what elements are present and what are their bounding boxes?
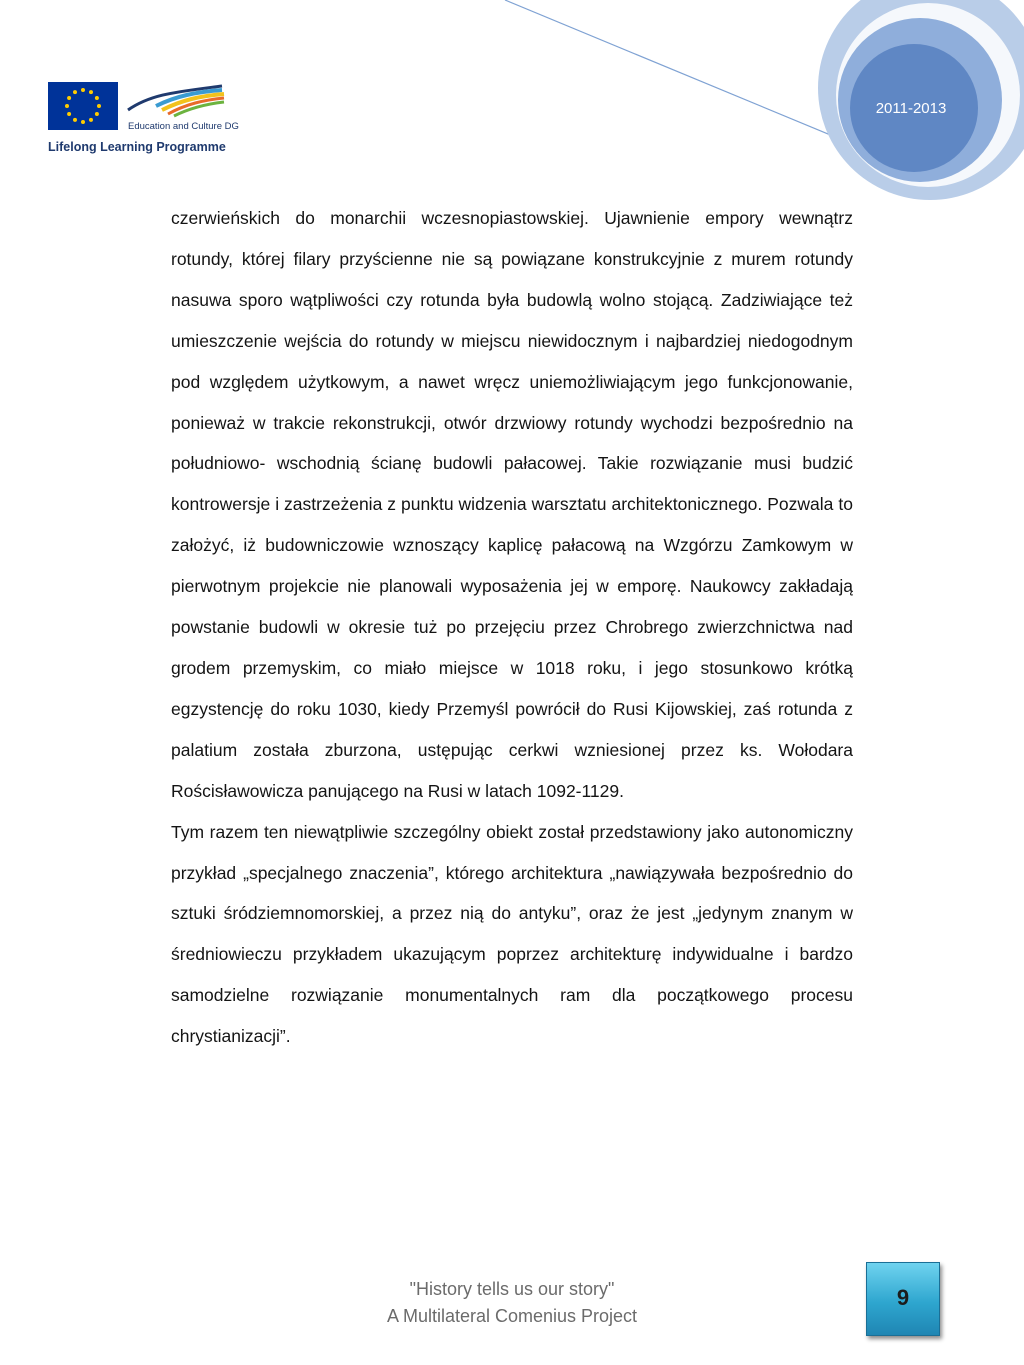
- footer-caption: [312, 1276, 712, 1330]
- eu-flag-icon: [48, 82, 118, 130]
- document-body: [171, 198, 853, 1057]
- programme-name: Lifelong Learning Programme: [48, 140, 226, 154]
- org-name: Education and Culture DG: [128, 121, 239, 132]
- body-paragraph: czerwieńskich do monarchii wczesnopiastowskiej. Ujawnienie empory wewnątrz rotundy, której filary przyścienne nie są powiązane konstrukcyjnie z murem rotundy nasuwa sporo wątpliwości czy rotunda była budowlą wolno stojącą. Zadziwiające też umieszczenie wejścia do rotundy w miejscu niewidocznym i najbardziej niedogodnym pod względem użytkowym, a nawet wręcz uniemożliwiającym jego funkcjonowanie, ponieważ w trakcie rekonstrukcji, otwór drzwiowy rotundy wychodzi bezpośrednio na południowo- wschodnią ścianę budowli pałacowej. Takie rozwiązanie musi budzić kontrowersje i zastrzeżenia z punktu widzenia warsztatu architektonicznego. Pozwala to założyć, iż budowniczowie wznoszący kaplicę pałacową na Wzgórzu Zamkowym w pierwotnym projekcie nie planowali wyposażenia jej w emporę. Naukowcy zakładają powstanie budowli w okresie tuż po przejęciu przez Chrobrego zwierzchnictwa nad grodem przemyskim, co miało miejsce w 1018 roku, i jego stosunkowo krótką egzystencję do roku 1030, kiedy Przemyśl powrócił do Rusi Kijowskiej, zaś rotunda z palatium została zburzona, ustępując cerkwi wzniesionej przez ks. Wołodara Rościsławowicza panującego na Rusi w latach 1092-1129.: [171, 208, 853, 801]
- body-paragraph: Tym razem ten niewątpliwie szczególny obiekt został przedstawiony jako autonomiczny przykład „specjalnego znaczenia”, którego architektura „nawiązywała bezpośrednio do sztuki śródziemnomorskiej, a przez nią do antyku”, oraz że jest „jedynym znanym w średniowieczu przykładem ukazującym poprzez architekturę indywidualne i bardzo samodzielne rozwiązanie monumentalnych ram dla początkowego procesu chrystianizacji”.: [171, 821, 853, 1047]
- page-number: 9: [896, 1285, 910, 1310]
- page-number-badge: [866, 1262, 940, 1336]
- project-years: 2011-2013: [875, 100, 947, 117]
- footer-subtitle: A Multilateral Comenius Project: [386, 1306, 638, 1326]
- swoosh-logo-icon: [126, 84, 226, 118]
- logo-block: [48, 82, 248, 162]
- footer-title: "History tells us our story": [409, 1279, 615, 1299]
